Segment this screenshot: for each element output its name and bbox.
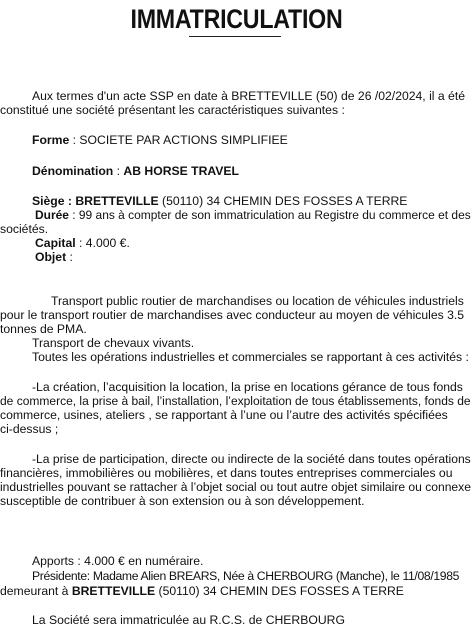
duree-line-1: Durée : 99 ans à compter de son immatriculation au Registre du commerce et des (35, 208, 471, 222)
objet-paragraph-4-line-1: -La création, l’acquisition la location, la prise en locations gérance de tous fonds (32, 380, 463, 394)
objet-paragraph-5-line-2: financières, immobilières ou mobilières, et dans toutes entreprises commerciales ou (0, 466, 453, 480)
siege-value: (50110) 34 CHEMIN DES FOSSES A TERRE (158, 194, 408, 208)
capital-line (35, 236, 471, 250)
siege-line (32, 194, 471, 208)
objet-line: Objet : (35, 250, 73, 264)
forme-value: : SOCIETE PAR ACTIONS SIMPLIFIEE (69, 133, 288, 147)
objet-label: Objet (35, 250, 67, 264)
document-title: IMMATRICULATION (130, 4, 343, 34)
denomination-label: Dénomination (32, 164, 114, 178)
objet-paragraph-5-line-4: susceptible de contribuer à son extension ou à son développement. (0, 494, 365, 508)
denomination-value: AB HORSE TRAVEL (123, 164, 239, 178)
presidente-line-1: Présidente: Madame Alien BREARS, Née à CHERBOURG (Manche), le 11/08/1985 (32, 569, 460, 583)
siege-label: Siège : BRETTEVILLE (32, 194, 159, 208)
objet-paragraph-3: Toutes les opérations industrielles et commerciales se rapportant à ces activités : (32, 350, 469, 364)
objet-paragraph-4-line-3: commerce, usines, ateliers , se rapportant à l’une ou l’autre des activités spécifiées (0, 408, 448, 422)
objet-paragraph-1-line-3: tonnes de PMA. (0, 322, 87, 336)
objet-paragraph-1-line-2: pour le transport routier de marchandises avec conducteur au moyen de véhicules 3.5 (0, 308, 465, 322)
intro-line-2: constitué une société présentant les caractéristiques suivantes : (0, 103, 345, 117)
title-underline (189, 36, 281, 37)
objet-paragraph-4-line-4: ci-dessus ; (0, 422, 59, 436)
presidente-city: BRETTEVILLE (71, 584, 156, 598)
duree-label: Durée (35, 208, 69, 222)
denomination-line: Dénomination : AB HORSE TRAVEL (32, 164, 239, 178)
capital-value: : 4.000 €. (75, 236, 130, 250)
objet-paragraph-5-line-3: industrielles pouvant se rattacher à l’objet social ou tout autre objet similaire ou connexe (0, 480, 471, 494)
presidente-line-2: demeurant à BRETTEVILLE (50110) 34 CHEMIN DES FOSSES A TERRE (0, 584, 404, 598)
objet-paragraph-1-line-1: Transport public routier de marchandises ou location de véhicules industriels (51, 294, 464, 308)
rcs-line: La Société sera immatriculée au R.C.S. de CHERBOURG (32, 613, 345, 627)
forme-label: Forme (32, 133, 70, 147)
capital-label: Capital (35, 236, 76, 250)
duree-line-2: sociétés. (0, 222, 49, 236)
objet-paragraph-5-line-1: -La prise de participation, directe ou indirecte de la société dans toutes opérations (32, 452, 471, 466)
apports-line: Apports : 4.000 € en numéraire. (32, 554, 204, 568)
objet-paragraph-2: Transport de chevaux vivants. (32, 336, 195, 350)
objet-paragraph-4-line-2: de commerce, la prise à bail, l’installation, l’exploitation de tous établissements, fonds de (0, 394, 471, 408)
intro-line-1: Aux termes d'un acte SSP en date à BRETTEVILLE (50) de 26 /02/2024, il a été (32, 89, 465, 103)
forme-line (32, 133, 471, 147)
